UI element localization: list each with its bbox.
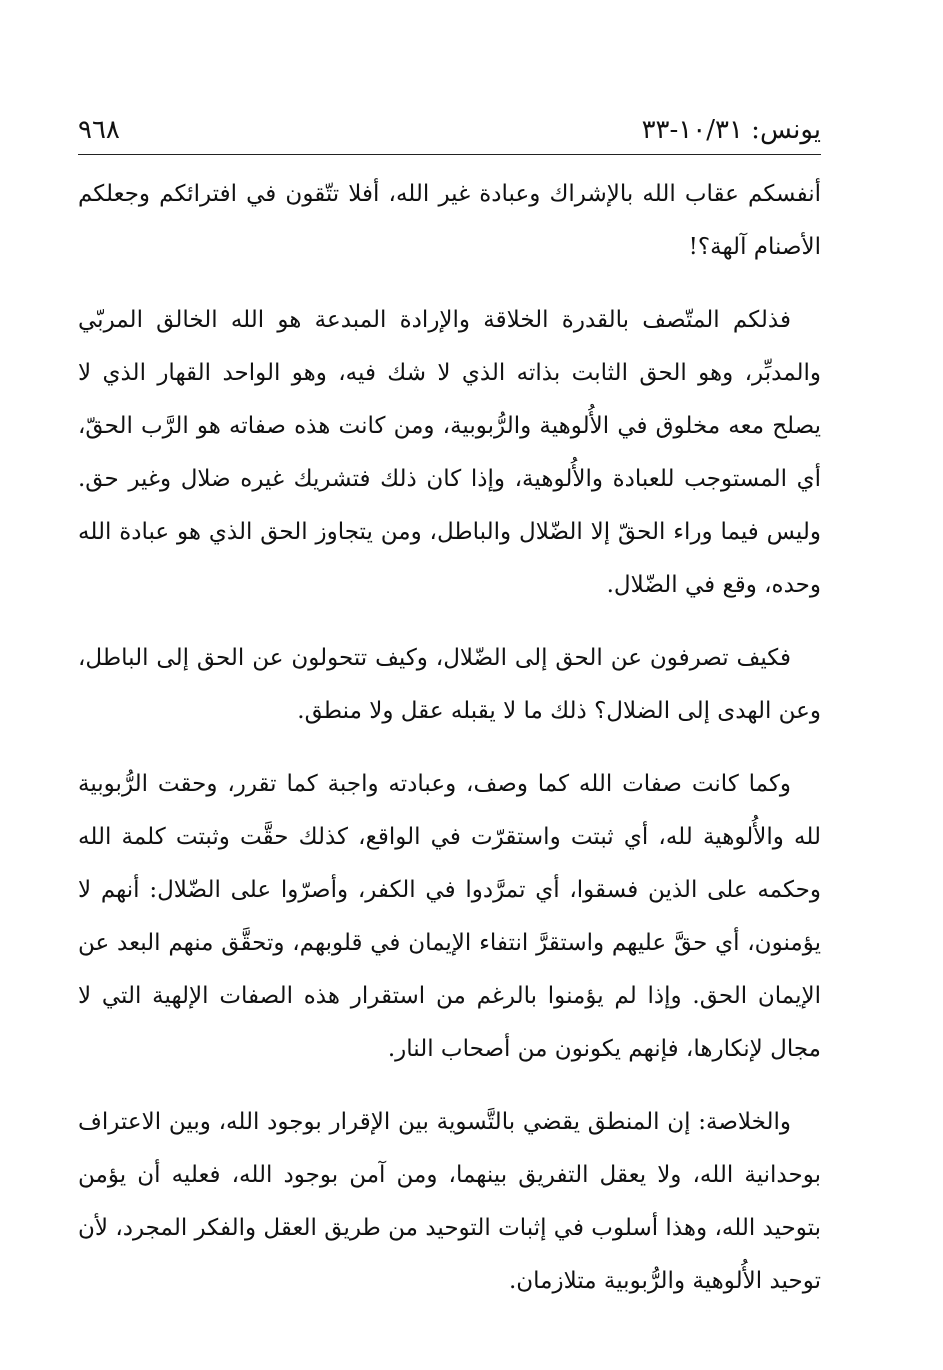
paragraph-continuation: أنفسكم عقاب الله بالإشراك وعبادة غير الله، أفلا تتّقون في افترائكم وجعلكم الأصنام آلهة؟! <box>78 181 821 260</box>
paragraph: فكيف تصرفون عن الحق إلى الضّلال، وكيف تتحولون عن الحق إلى الباطل، وعن الهدى إلى الضلال؟ ذلك ما لا يقبله عقل ولا منطق. <box>78 645 821 724</box>
page-body <box>78 168 821 1328</box>
page-header <box>78 108 821 150</box>
paragraph-conclusion: والخلاصة: إن المنطق يقضي بالتَّسوية بين الإقرار بوجود الله، وبين الاعتراف بوحدانية الله، ولا يعقل التفريق بينهما، ومن آمن بوجود الله، فعليه أن يؤمن بتوحيد الله، وهذا أسلوب في إثبات التوحيد من طريق العقل والفكر المجرد، لأن توحيد الأُلوهية والرُّبوبية متلازمان. <box>78 1109 821 1294</box>
running-head: يونس: ١٠/٣١-٣٣ <box>641 115 821 145</box>
paragraph: فذلكم المتّصف بالقدرة الخلاقة والإرادة المبدعة هو الله الخالق المربّي والمدبِّر، وهو الحق الثابت بذاته الذي لا شك فيه، وهو الواحد القهار الذي لا يصلح معه مخلوق في الأُلوهية والرُّبوبية، ومن كانت هذه صفاته هو الرَّب الحقّ، أي المستوجب للعبادة والأُلوهية، وإذا كان ذلك فتشريك غيره ضلال وغير حق. وليس فيما وراء الحقّ إلا الضّلال والباطل، ومن يتجاوز الحق الذي هو عبادة الله وحده، وقع في الضّلال. <box>78 307 821 598</box>
header-divider <box>78 154 821 155</box>
paragraph: وكما كانت صفات الله كما وصف، وعبادته واجبة كما تقرر، وحقت الرُّبوبية لله والأُلوهية لله، أي ثبتت واستقرّت في الواقع، كذلك حقَّت وثبتت كلمة الله وحكمه على الذين فسقوا، أي تمرَّدوا في الكفر، وأصرّوا على الضّلال: أنهم لا يؤمنون، أي حقَّ عليهم واستقرَّ انتفاء الإيمان في قلوبهم، وتحقَّق منهم البعد عن الإيمان الحق. وإذا لم يؤمنوا بالرغم من استقرار هذه الصفات الإلهية التي لا مجال لإنكارها، فإنهم يكونون من أصحاب النار. <box>78 771 821 1062</box>
page-number: ٩٦٨ <box>78 115 120 145</box>
